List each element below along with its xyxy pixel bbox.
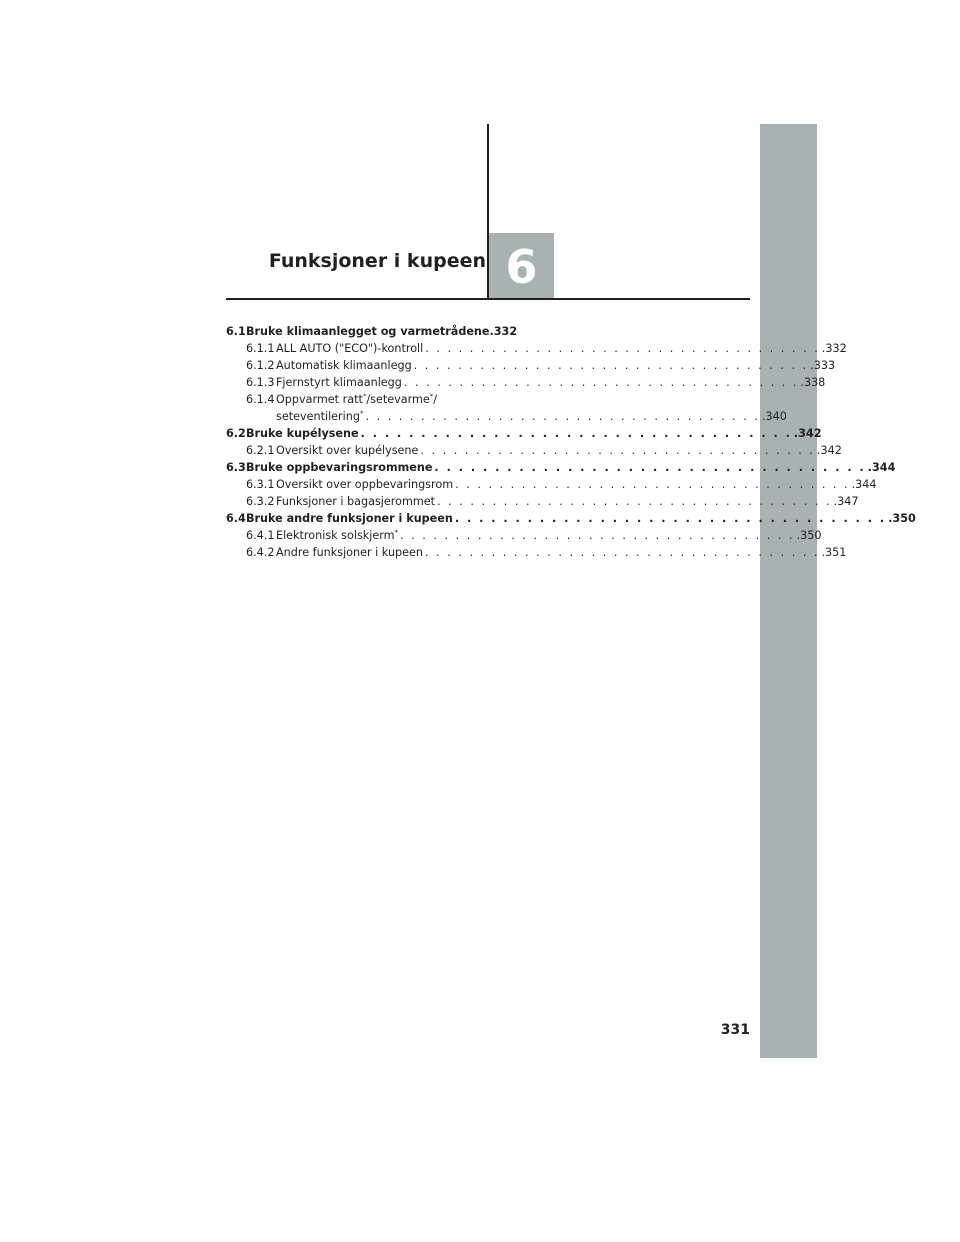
footnote-mark: * xyxy=(394,528,399,537)
toc-entry[interactable]: 6.1.3 Fjernstyrt klimaanlegg . . . .338 xyxy=(226,374,469,391)
toc-entry[interactable]: 6.3.1 Oversikt over oppbevaringsrom . . . .344 xyxy=(226,476,469,493)
toc-entry[interactable]: 6.2 Bruke kupélysene . . . .342 xyxy=(226,425,469,442)
toc-entry-page: .350 xyxy=(888,512,916,525)
toc-entry-page: .338 xyxy=(800,376,826,389)
toc-entry[interactable]: 6.4.1 Elektronisk solskjerm* . . . .350 xyxy=(226,527,469,544)
chapter-number: 6 xyxy=(505,239,538,294)
toc-entry-page: .350 xyxy=(796,529,822,542)
toc-entry-page: .332 xyxy=(821,342,847,355)
chapter-side-tab xyxy=(760,124,817,1058)
toc-entry-page: .342 xyxy=(793,427,822,440)
toc-entry-title: Oversikt over kupélysene xyxy=(276,444,419,457)
toc-entry-title: Bruke klimaanlegget og varmetrådene xyxy=(246,325,490,338)
toc-entry[interactable]: 6.3 Bruke oppbevaringsrommene . . . .344 xyxy=(226,459,469,476)
toc-entry-page: .342 xyxy=(816,444,842,457)
toc-entry-title: Elektronisk solskjerm* xyxy=(276,528,399,542)
toc-entry-continuation[interactable]: seteventilering* . . . .340 xyxy=(226,408,469,425)
toc-entry-title: Bruke andre funksjoner i kupeen xyxy=(246,512,453,525)
page-number: 331 xyxy=(720,1022,750,1038)
footnote-mark: * xyxy=(359,409,364,418)
toc-entry-page: .344 xyxy=(867,461,896,474)
toc-entry-page: .332 xyxy=(489,325,518,338)
toc-entry-title: Andre funksjoner i kupeen xyxy=(276,546,423,559)
toc-entry[interactable]: 6.1 Bruke klimaanlegget og varmetrådene .332 xyxy=(226,325,518,338)
toc-entry-title: Fjernstyrt klimaanlegg xyxy=(276,376,402,389)
toc-entry-title: Oversikt over oppbevaringsrom xyxy=(276,478,454,491)
toc-entry-page: .333 xyxy=(810,359,836,372)
toc-entry-title: Oppvarmet ratt*/setevarme*/ xyxy=(276,392,438,406)
toc-entry-title: Bruke oppbevaringsrommene xyxy=(246,461,433,474)
toc-entry[interactable]: 6.2.1 Oversikt over kupélysene . . . .342 xyxy=(226,442,469,459)
toc-entry-title: Bruke kupélysene xyxy=(246,427,359,440)
toc-entry-title: Funksjoner i bagasjerommet xyxy=(276,495,436,508)
toc-entry-page: .344 xyxy=(851,478,877,491)
toc-entry[interactable]: 6.3.2 Funksjoner i bagasjerommet . . . .347 xyxy=(226,493,469,510)
toc-entry-title: Automatisk klimaanlegg xyxy=(276,359,412,372)
toc-entry[interactable]: 6.4.2 Andre funksjoner i kupeen . . . .351 xyxy=(226,544,469,561)
footnote-mark: * xyxy=(362,392,367,401)
toc-entry-page: .347 xyxy=(833,495,859,508)
toc-entry-title: ALL AUTO ("ECO")-kontroll xyxy=(276,342,424,355)
chapter-title: Funksjoner i kupeen xyxy=(268,250,486,272)
table-of-contents xyxy=(226,323,916,561)
toc-entry[interactable]: 6.1.1 ALL AUTO ("ECO")-kontroll . . . .332 xyxy=(226,340,469,357)
toc-entry-page: .340 xyxy=(761,410,787,423)
toc-entry[interactable]: 6.1.4 Oppvarmet ratt*/setevarme*/ xyxy=(246,392,438,406)
header-horizontal-rule xyxy=(226,298,750,300)
footnote-mark: * xyxy=(429,392,434,401)
chapter-number-box xyxy=(489,233,554,300)
toc-entry[interactable]: 6.1.2 Automatisk klimaanlegg . . . .333 xyxy=(226,357,469,374)
toc-entry[interactable]: 6.4 Bruke andre funksjoner i kupeen . . . .350 xyxy=(226,510,469,527)
toc-entry-page: .351 xyxy=(821,546,847,559)
